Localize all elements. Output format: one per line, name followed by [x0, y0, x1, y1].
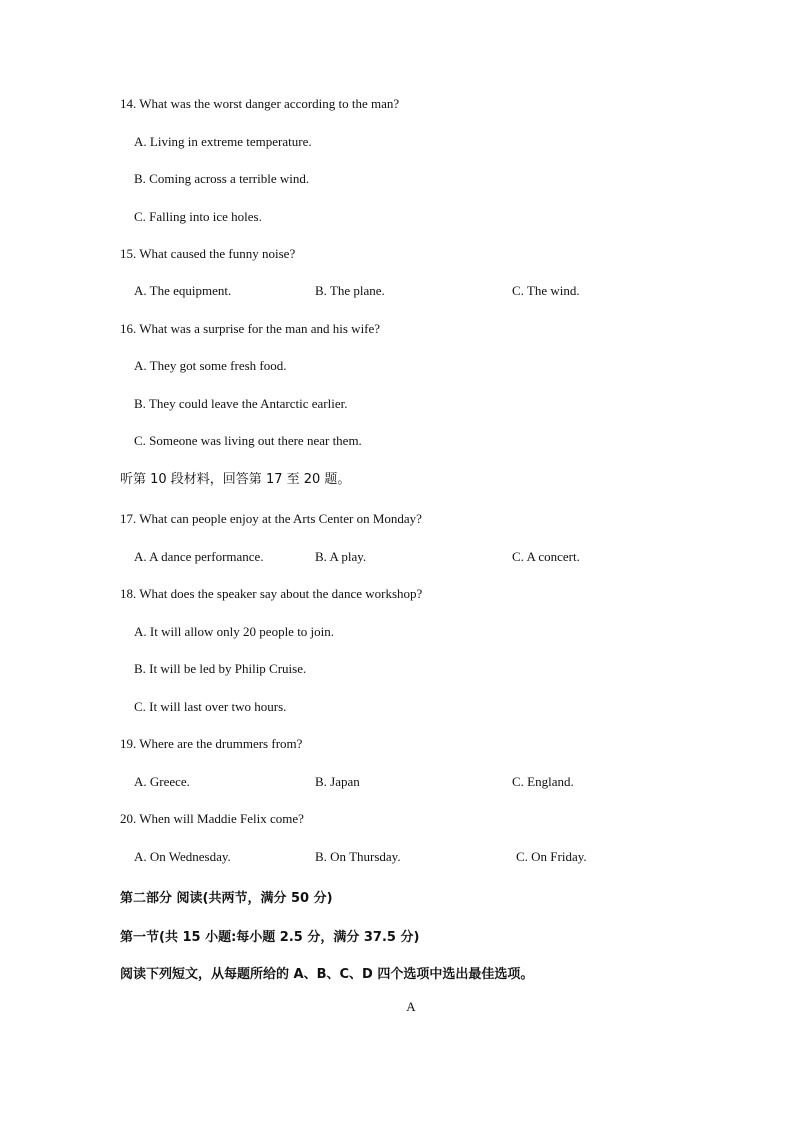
part2-title: 第二部分 阅读(共两节，满分 50 分): [120, 891, 333, 906]
option-17-b: B. A play.: [315, 549, 367, 564]
option-19-a: A. Greece.: [134, 774, 190, 789]
question-number: 17.: [120, 511, 137, 526]
question-18: [120, 586, 422, 602]
option-20-c: C. On Friday.: [516, 849, 587, 864]
question-text: What does the speaker say about the dance workshop?: [139, 586, 423, 601]
option-14-c: C. Falling into ice holes.: [134, 209, 262, 224]
option-15-b: B. The plane.: [315, 283, 385, 298]
section1-title: 第一节(共 15 小题:每小题 2.5 分，满分 37.5 分): [120, 930, 420, 945]
question-text: What was the worst danger according to the man?: [139, 96, 400, 111]
reading-instruction: 阅读下列短文，从每题所给的 A、B、C、D 四个选项中选出最佳选项。: [120, 967, 534, 982]
option-18-a: A. It will allow only 20 people to join.: [134, 624, 335, 639]
question-16: [120, 321, 380, 337]
question-text: What caused the funny noise?: [139, 246, 296, 261]
option-16-b: B. They could leave the Antarctic earlier.: [134, 396, 348, 411]
question-number: 20.: [120, 811, 137, 826]
passage-label: A: [406, 999, 416, 1014]
question-number: 16.: [120, 321, 137, 336]
option-17-c: C. A concert.: [512, 549, 580, 564]
question-number: 14.: [120, 96, 137, 111]
option-14-a: A. Living in extreme temperature.: [134, 134, 312, 149]
question-19: [120, 736, 302, 752]
option-20-a: A. On Wednesday.: [134, 849, 231, 864]
question-text: When will Maddie Felix come?: [139, 811, 304, 826]
option-19-b: B. Japan: [315, 774, 360, 789]
question-text: What can people enjoy at the Arts Center on Monday?: [139, 511, 422, 526]
option-16-c: C. Someone was living out there near them.: [134, 433, 362, 448]
option-15-c: C. The wind.: [512, 283, 580, 298]
option-20-b: B. On Thursday.: [315, 849, 401, 864]
option-18-b: B. It will be led by Philip Cruise.: [134, 661, 307, 676]
question-text: What was a surprise for the man and his wife?: [139, 321, 381, 336]
option-17-a: A. A dance performance.: [134, 549, 264, 564]
question-15: [120, 246, 295, 262]
question-14: [120, 96, 399, 112]
option-19-c: C. England.: [512, 774, 574, 789]
question-17: [120, 511, 422, 527]
option-16-a: A. They got some fresh food.: [134, 358, 287, 373]
option-15-a: A. The equipment.: [134, 283, 232, 298]
question-number: 18.: [120, 586, 137, 601]
option-18-c: C. It will last over two hours.: [134, 699, 287, 714]
question-number: 15.: [120, 246, 137, 261]
option-14-b: B. Coming across a terrible wind.: [134, 171, 310, 186]
question-20: [120, 811, 304, 827]
listening-instruction: 听第 10 段材料，回答第 17 至 20 题。: [120, 472, 351, 487]
question-number: 19.: [120, 736, 137, 751]
question-text: Where are the drummers from?: [139, 736, 303, 751]
